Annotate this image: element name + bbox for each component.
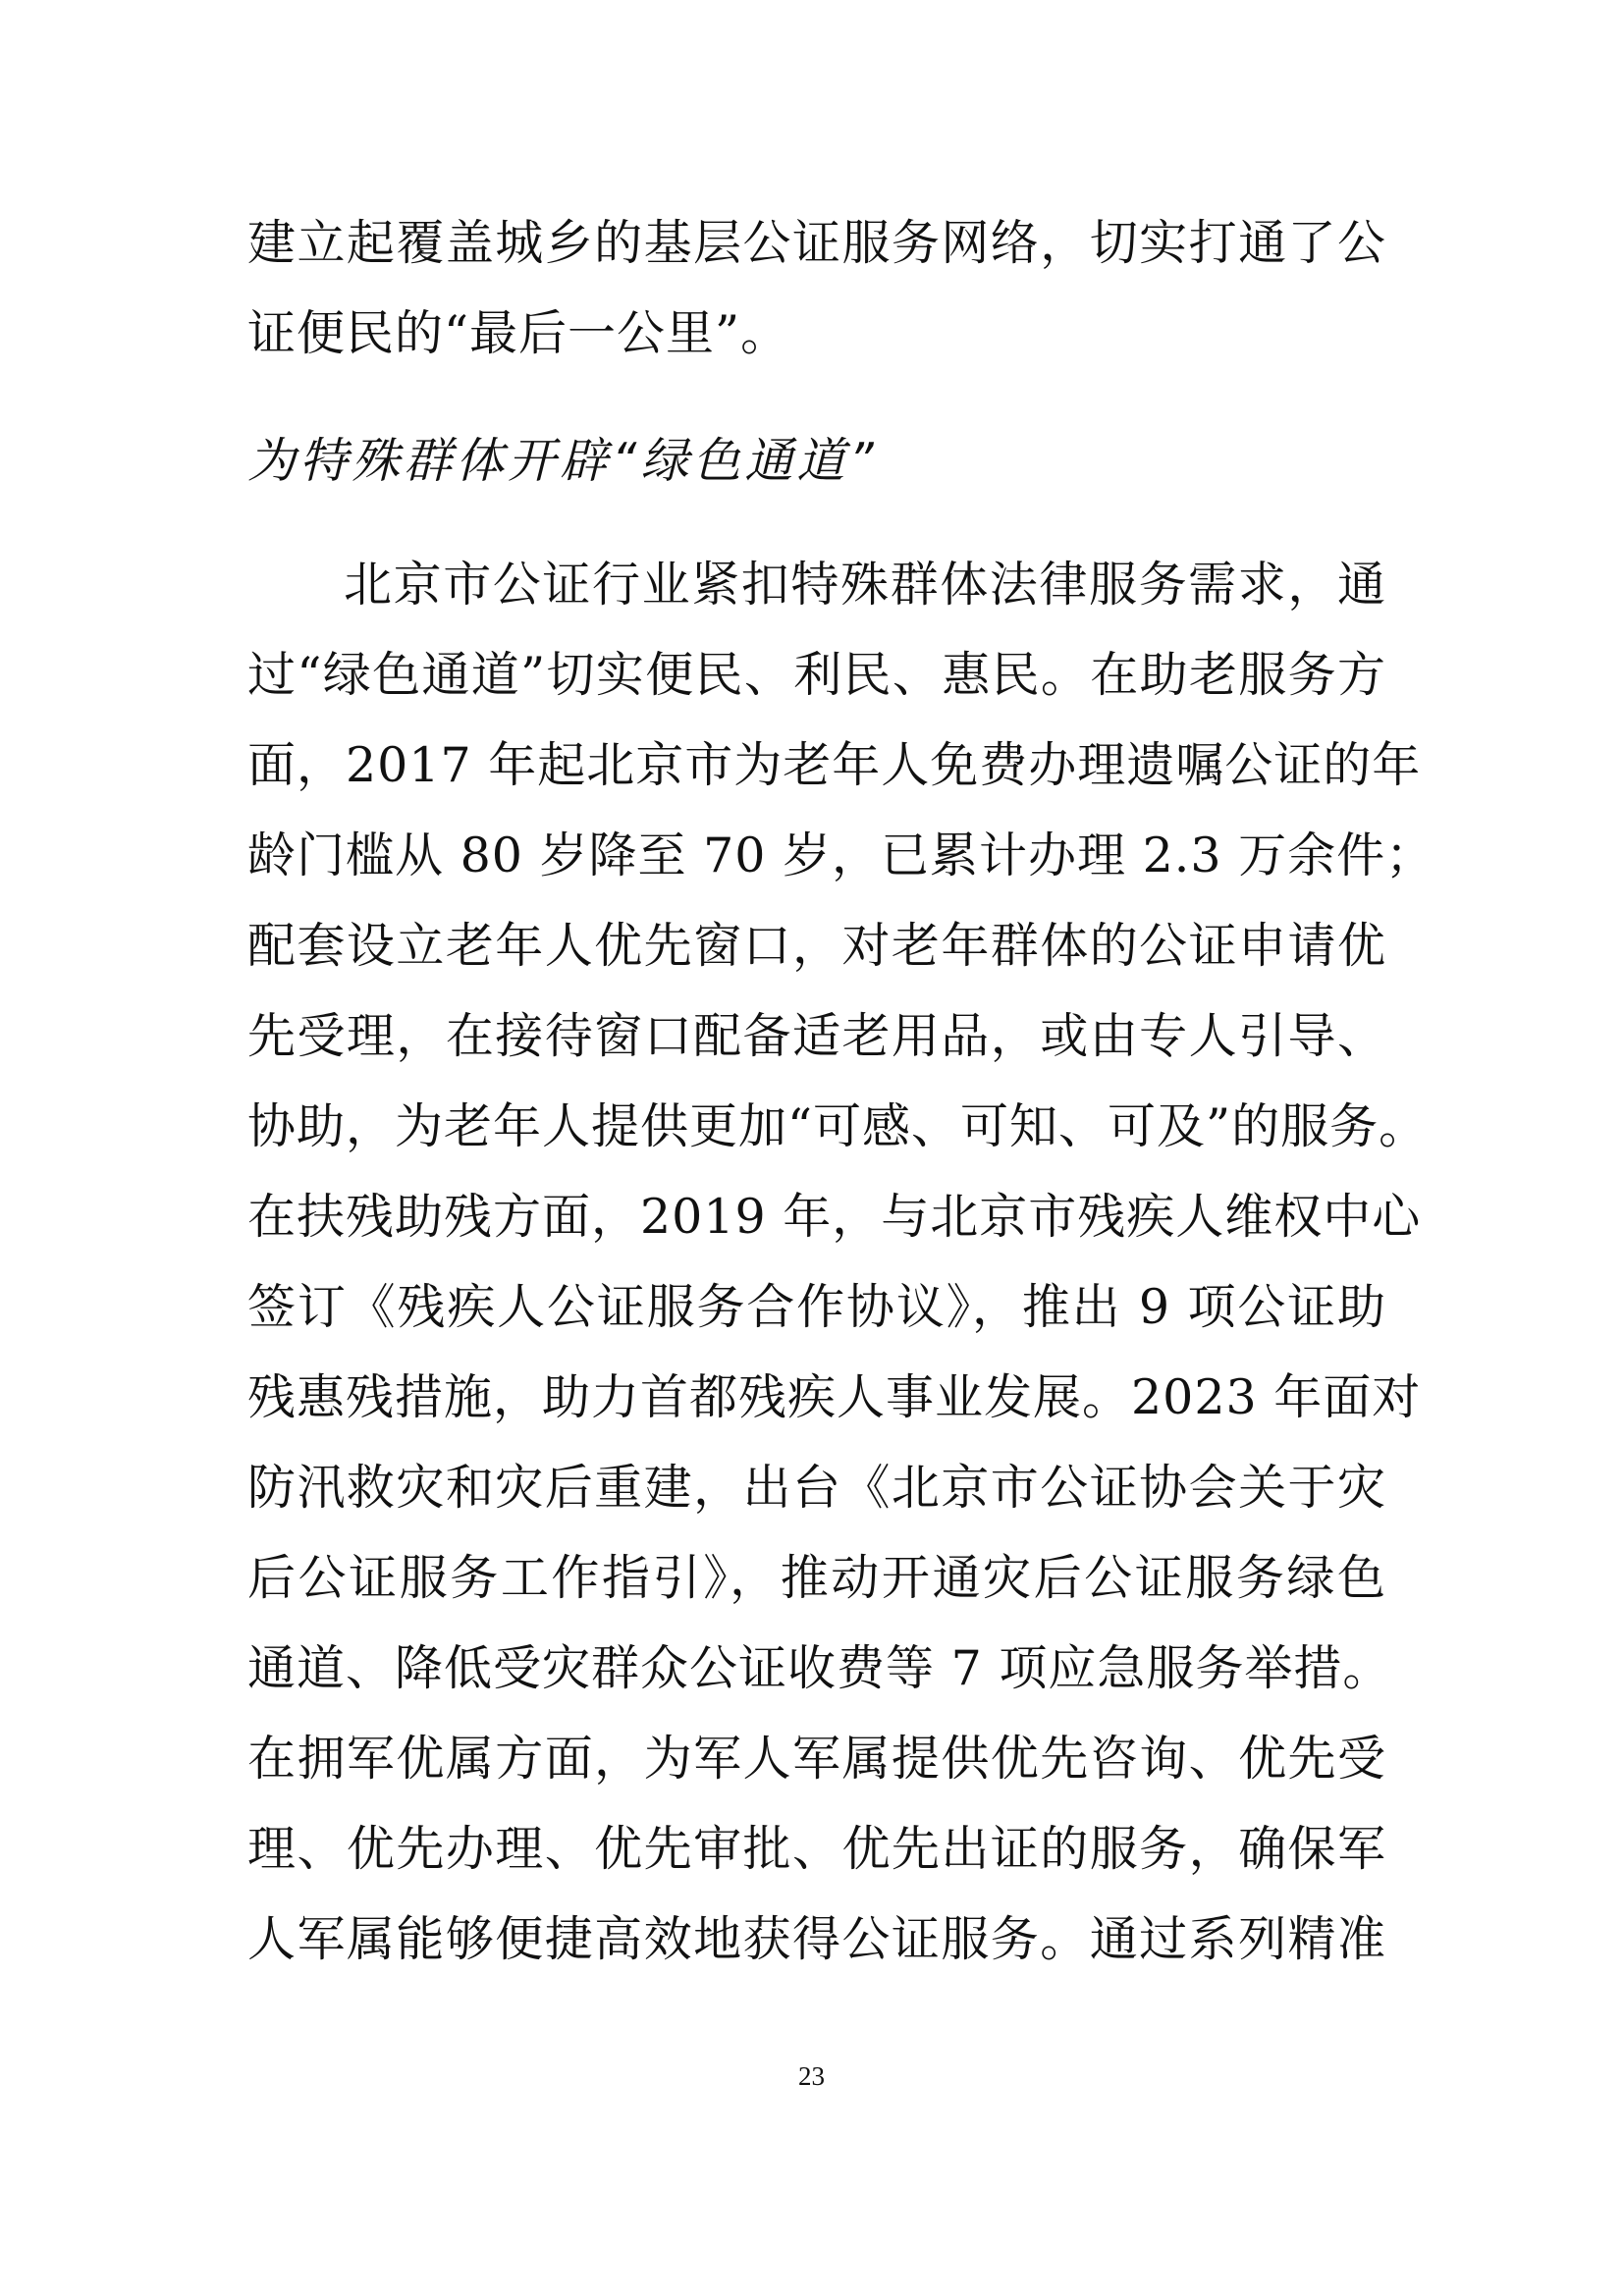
paragraph-main-line: 在拥军优属方面，为军人军属提供优先咨询、优先受 [247, 1731, 1386, 1787]
paragraph-main-line: 配套设立老年人优先窗口，对老年群体的公证申请优 [247, 918, 1386, 974]
paragraph-main-line: 在扶残助残方面，2019 年，与北京市残疾人维权中心 [247, 1189, 1422, 1245]
paragraph-main-line: 残惠残措施，助力首都残疾人事业发展。2023 年面对 [247, 1369, 1422, 1425]
paragraph-main-line: 协助，为老年人提供更加“可感、可知、可及”的服务。 [247, 1098, 1429, 1154]
paragraph-intro-line: 建立起覆盖城乡的基层公证服务网络，切实打通了公 [247, 215, 1386, 271]
paragraph-main-line: 面，2017 年起北京市为老年人免费办理遗嘱公证的年 [247, 737, 1422, 793]
paragraph-main-line: 理、优先办理、优先审批、优先出证的服务，确保军 [247, 1821, 1386, 1877]
page-number: 23 [798, 2061, 825, 2091]
paragraph-main-line: 后公证服务工作指引》，推动开通灾后公证服务绿色 [247, 1550, 1386, 1606]
paragraph-main-line: 签订《残疾人公证服务合作协议》，推出 9 项公证助 [247, 1279, 1386, 1335]
paragraph-main-line: 防汛救灾和灾后重建，出台《北京市公证协会关于灾 [247, 1460, 1386, 1516]
paragraph-main-line: 北京市公证行业紧扣特殊群体法律服务需求，通 [344, 557, 1386, 613]
paragraph-main-line: 人军属能够便捷高效地获得公证服务。通过系列精准 [247, 1911, 1386, 1967]
paragraph-main-line: 过“绿色通道”切实便民、利民、惠民。在助老服务方 [247, 647, 1386, 703]
paragraph-main-line: 先受理，在接待窗口配备适老用品，或由专人引导、 [247, 1008, 1386, 1064]
paragraph-main-line: 龄门槛从 80 岁降至 70 岁，已累计办理 2.3 万余件； [247, 828, 1435, 883]
paragraph-main-line: 通道、降低受灾群众公证收费等 7 项应急服务举措。 [247, 1640, 1392, 1696]
paragraph-intro-line: 证便民的“最后一公里”。 [247, 305, 790, 361]
section-heading: 为特殊群体开辟“绿色通道” [247, 433, 878, 489]
